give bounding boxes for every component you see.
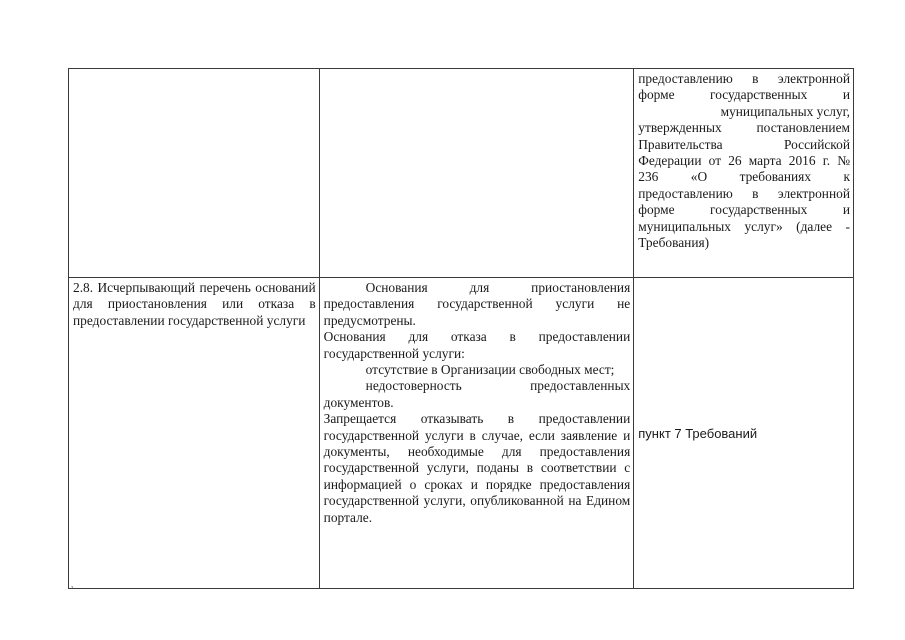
text-line: муниципальных услуг» (далее - xyxy=(638,218,850,234)
document-table xyxy=(68,68,854,589)
text-line: предоставлению в электронной xyxy=(638,185,850,201)
table-cell-row2-col3: пункт 7 Требований xyxy=(634,278,854,589)
table-cell-row1-col2 xyxy=(319,69,634,278)
section-heading: 2.8. Исчерпывающий перечень оснований для приостановления или отказа в предоставлении государственной услуги xyxy=(73,280,316,328)
text-line: утвержденных постановлением xyxy=(638,120,850,136)
paragraph: Запрещается отказывать в предоставлении государственной услуги в случае, если заявление и документы, необходимые для предоставления государственной услуги, поданы в соответствии с информацией о сроках и порядке предоставления государственной услуги, опубликованной на Едином портале. xyxy=(323,411,631,525)
table-row xyxy=(69,278,854,589)
text-line: Федерации от 26 марта 2016 г. № xyxy=(638,153,850,169)
text-line: форме государственных и xyxy=(638,87,850,103)
text-line: Правительства Российской xyxy=(638,136,850,152)
table-cell-row1-col3 xyxy=(634,69,854,278)
paragraph: недостоверность предоставленных документов. xyxy=(323,378,631,410)
table-cell-row1-col1 xyxy=(69,69,320,278)
paragraph: Основания для приостановления предоставления государственной услуги не предусмотрены. xyxy=(323,280,631,328)
table-cell-row2-col1 xyxy=(69,278,320,589)
scan-mark: , xyxy=(71,579,74,589)
paragraph: отсутствие в Организации свободных мест; xyxy=(365,362,615,378)
table-row xyxy=(69,69,854,278)
text-line: Требования) xyxy=(638,235,710,251)
paragraph: Основания для отказа в предоставлении государственной услуги: xyxy=(323,329,631,361)
text-line: форме государственных и xyxy=(638,202,850,218)
text-line: предоставлению в электронной xyxy=(638,71,850,86)
table-cell-row2-col2 xyxy=(319,278,634,589)
text-line: 236 «О требованиях к xyxy=(638,169,850,185)
text-line: муниципальных услуг, xyxy=(720,103,850,119)
